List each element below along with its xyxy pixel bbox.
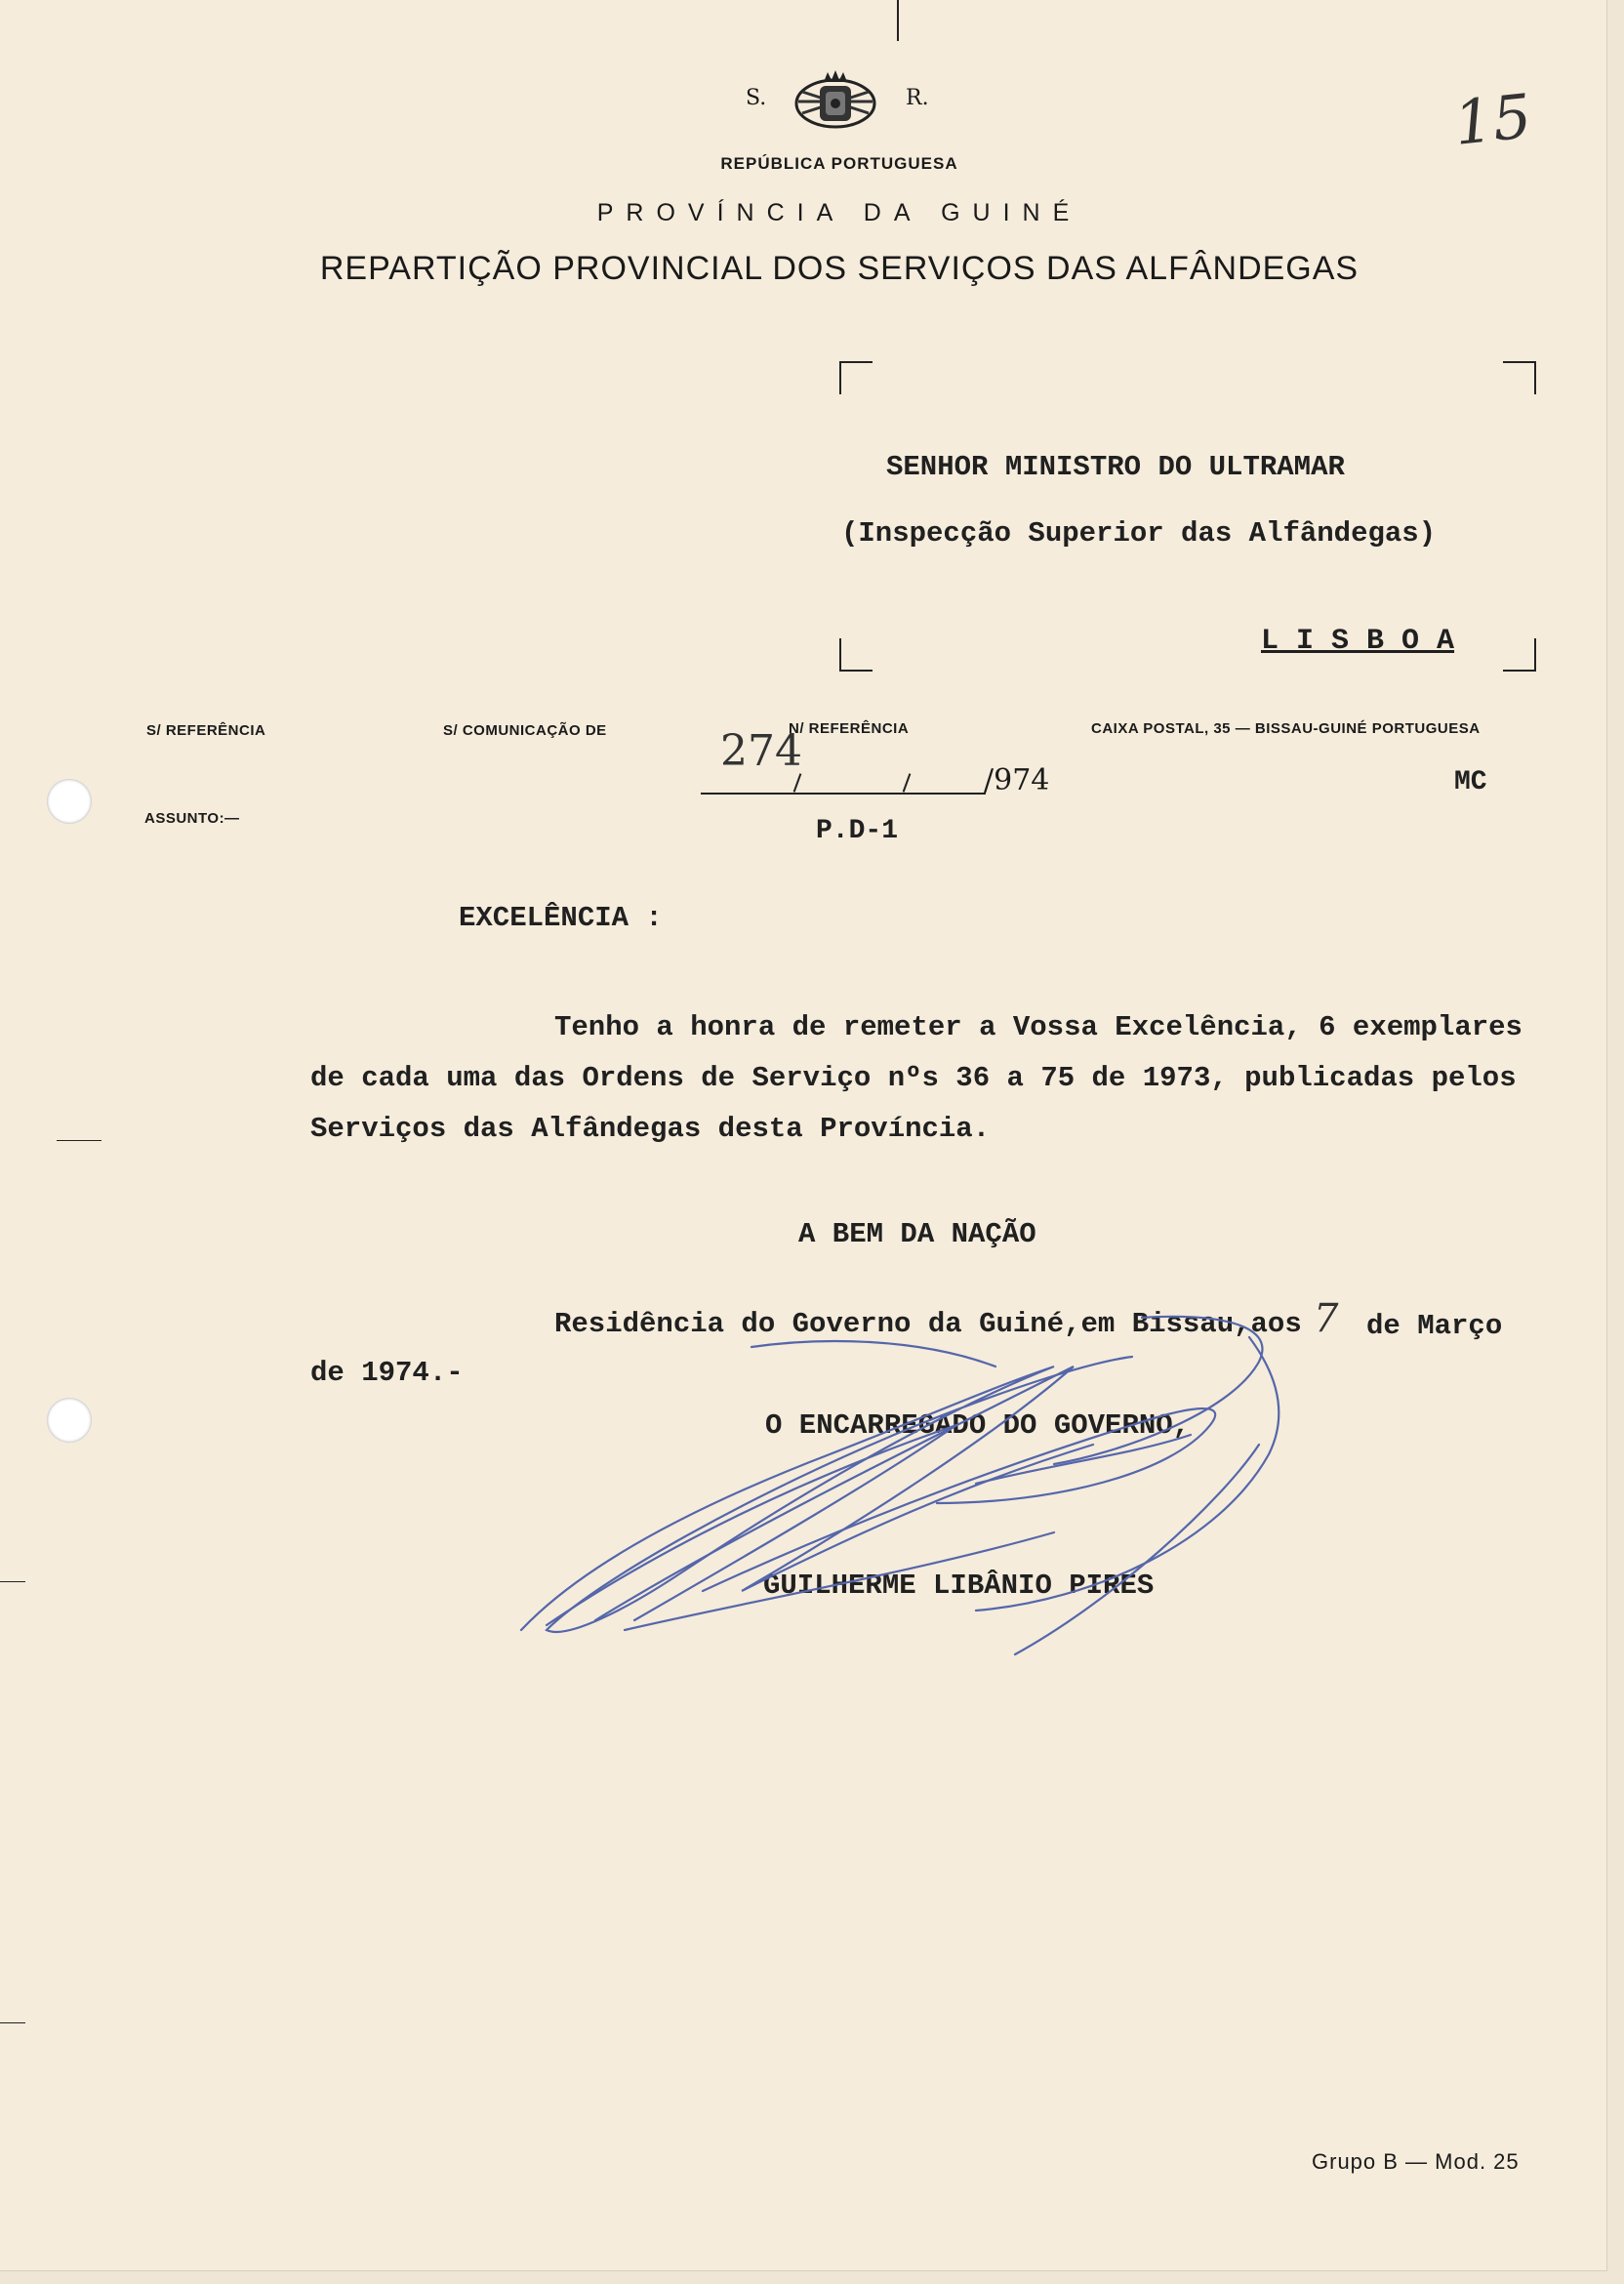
r-mark: R. [906,86,929,110]
s-referencia-label: S/ REFERÊNCIA [146,722,266,739]
ref-underline [701,793,986,795]
date-month: de Março [1366,1310,1503,1342]
paragraph-line3: Serviços das Alfândegas desta Província. [310,1113,991,1145]
page-number: 15 [1450,80,1535,159]
n-referencia-label: N/ REFERÊNCIA [789,720,910,737]
corner-mark [1503,670,1536,672]
paragraph-line2: de cada uma das Ordens de Serviço nºs 36 a 75 de 1973, publicadas pelos [310,1062,1517,1094]
addressee-line2: (Inspecção Superior das Alfândegas) [841,517,1437,550]
closing: A BEM DA NAÇÃO [798,1218,1036,1250]
initials: MC [1454,767,1487,797]
punch-hole [47,1398,92,1443]
corner-mark [839,670,873,672]
corner-mark [1534,361,1536,394]
s-comunicacao-label: S/ COMUNICAÇÃO DE [443,722,607,739]
coat-of-arms-icon [789,64,882,139]
ref-slash [903,773,912,792]
signature [508,1308,1308,1679]
ref-number: 274 [720,726,802,776]
corner-mark [1503,361,1536,363]
signer-title: O ENCARREGADO DO GOVERNO, [765,1409,1191,1442]
corner-mark [1534,638,1536,672]
corner-mark [839,638,841,672]
date-line2: de 1974.- [310,1357,464,1389]
ref-code: P.D-1 [816,816,899,846]
salutation: EXCELÊNCIA : [459,902,663,934]
republic-heading: REPÚBLICA PORTUGUESA [720,154,958,173]
department-heading: REPARTIÇÃO PROVINCIAL DOS SERVIÇOS DAS ALFÂNDEGAS [319,250,1360,287]
caixa-postal-label: CAIXA POSTAL, 35 — BISSAU-GUINÉ PORTUGUESA [1091,720,1481,737]
margin-mark [57,1140,102,1141]
signer-name: GUILHERME LIBÂNIO PIRES [763,1570,1155,1602]
province-heading: PROVÍNCIA DA GUINÉ [596,199,1082,226]
corner-mark [839,361,841,394]
fold-mark [897,0,899,41]
date-line1: Residência do Governo da Guiné,em Bissau,aos [554,1308,1302,1340]
addressee-city: L I S B O A [1261,625,1455,658]
addressee-line1: SENHOR MINISTRO DO ULTRAMAR [886,451,1345,483]
form-id: Grupo B — Mod. 25 [1312,2149,1520,2174]
date-day: 7 [1314,1296,1339,1341]
s-mark: S. [746,86,767,110]
corner-mark [839,361,873,363]
ref-year: /974 [984,763,1050,797]
margin-mark [0,2022,25,2023]
ref-slash [793,773,802,792]
assunto-label: ASSUNTO:— [144,810,240,827]
punch-hole [47,779,92,824]
paragraph-line1: Tenho a honra de remeter a Vossa Excelência, 6 exemplares [554,1011,1522,1043]
margin-mark [0,1581,25,1582]
